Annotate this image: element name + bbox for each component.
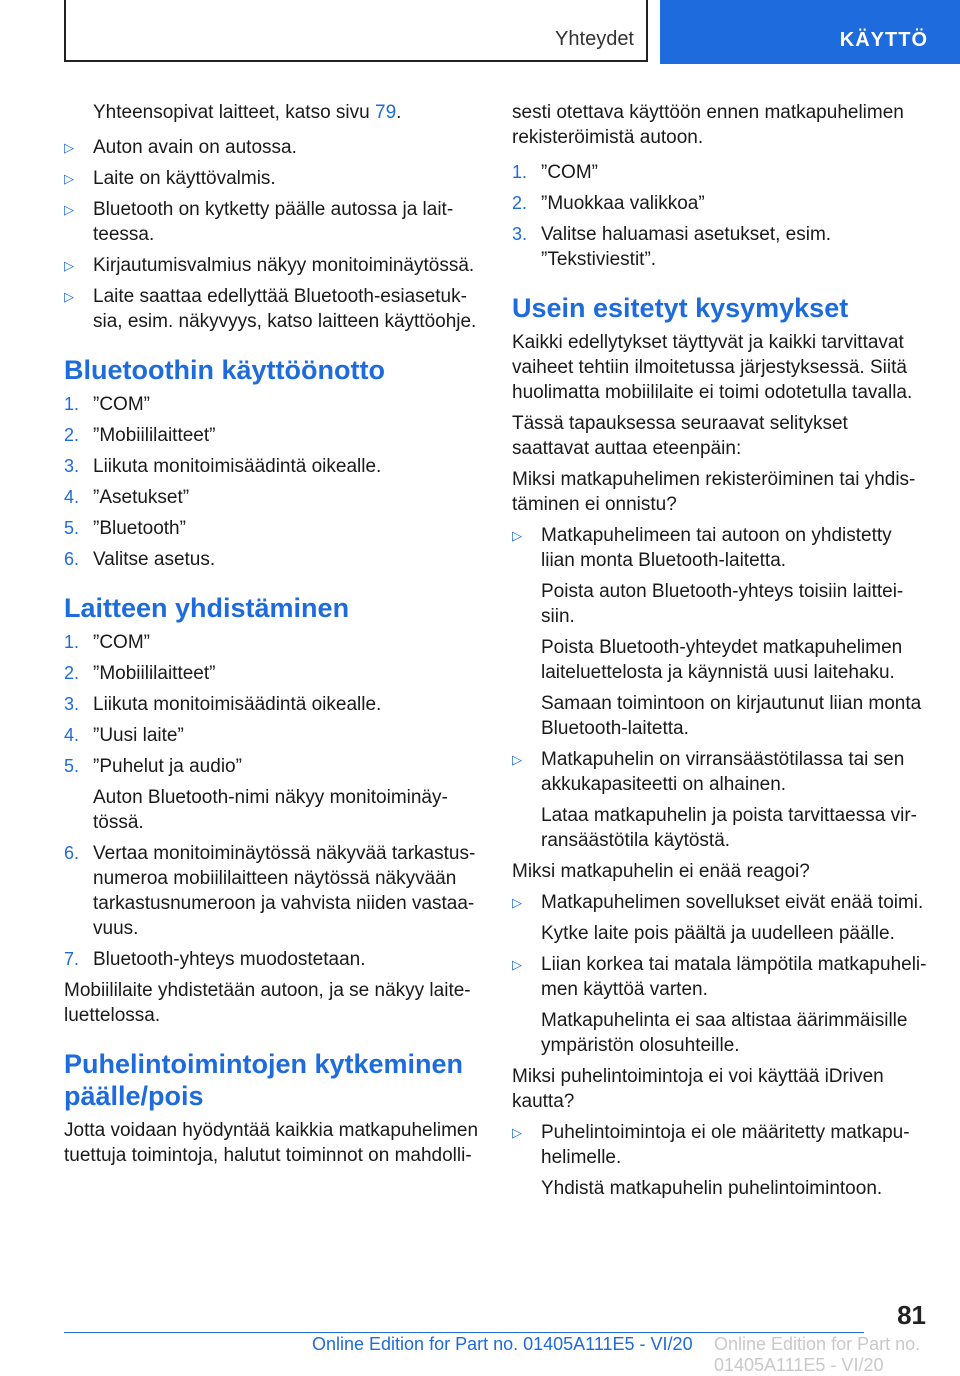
step-number: 2.: [512, 193, 528, 213]
step-number: 2.: [64, 663, 80, 683]
list-item: ▷ Laite on käyttövalmis.: [64, 168, 276, 189]
left-column: [64, 100, 480, 1174]
list-item: ▷ Auton avain on autossa.: [64, 137, 297, 158]
page-link-79[interactable]: 79: [375, 102, 397, 123]
heading-faq: Usein esitetyt kysymykset: [512, 293, 849, 323]
step-item: 6. Vertaa monitoiminäytössä näkyvää tarkastus-numeroa mobiililaitteen näytössä näkyvään tarkastusnumeroon ja vahvista niiden vastaa-vuus.: [64, 843, 476, 939]
bullet-triangle-icon: ▷: [512, 1125, 522, 1140]
list-item: ▷ Kirjautumisvalmius näkyy monitoiminäytössä.: [64, 255, 475, 276]
step-number: 1.: [512, 162, 528, 182]
faq-solution: Kytke laite pois päältä ja uudelleen päälle.: [541, 923, 895, 944]
step-item: 1. ”COM”: [64, 632, 150, 653]
paragraph: Kaikki edellytykset täyttyvät ja kaikki tarvittavat vaiheet tehtiin ilmoitetussa järjestyksessä. Siitä huolimatta mobiililaite ei toimi odotetulla tavalla.: [512, 332, 913, 403]
step-item: 2. ”Mobiililaitteet”: [64, 425, 216, 446]
step-item: 1. ”COM”: [64, 394, 150, 415]
step-number: 6.: [64, 549, 80, 569]
step-number: 3.: [64, 694, 80, 714]
list-item: ▷ Laite saattaa edellyttää Bluetooth-esiasetuk-sia, esim. näkyvyys, katso laitteen käyttöohje.: [64, 286, 477, 332]
step-number: 7.: [64, 949, 80, 969]
step-number: 2.: [64, 425, 80, 445]
step-number: 6.: [64, 843, 80, 863]
bullet-triangle-icon: ▷: [64, 289, 74, 304]
faq-solution: Lataa matkapuhelin ja poista tarvittaessa vir-ransäästötila käytöstä.: [541, 805, 917, 851]
bullet-triangle-icon: ▷: [512, 895, 522, 910]
paragraph: Mobiililaite yhdistetään autoon, ja se näkyy laite-luettelossa.: [64, 980, 471, 1026]
faq-question: Miksi matkapuhelin ei enää reagoi?: [512, 861, 810, 882]
header-section-box: [64, 0, 648, 62]
faq-question: Miksi puhelintoimintoja ei voi käyttää iDriven kautta?: [512, 1066, 884, 1112]
list-item: ▷ Matkapuhelimeen tai autoon on yhdistetty liian monta Bluetooth-laitetta.: [512, 525, 892, 571]
step-item: 1. ”COM”: [512, 162, 598, 183]
step-number: 3.: [64, 456, 80, 476]
page-number: 81: [897, 1300, 926, 1330]
header-section-title: Yhteydet: [555, 28, 634, 50]
faq-solution: Poista Bluetooth-yhteydet matkapuhelimen laiteluettelosta ja käynnistä uusi laitehaku.: [541, 637, 903, 683]
step-number: 1.: [64, 394, 80, 414]
step-item: 3. Liikuta monitoimisäädintä oikealle.: [64, 456, 382, 477]
list-item: ▷ Bluetooth on kytketty päälle autossa ja lait-teessa.: [64, 199, 454, 245]
bullet-triangle-icon: ▷: [512, 752, 522, 767]
step-item: 2. ”Mobiililaitteet”: [64, 663, 216, 684]
faq-question: Miksi matkapuhelimen rekisteröiminen tai yhdis-täminen ei onnistu?: [512, 469, 916, 515]
faq-solution: Poista auton Bluetooth-yhteys toisiin laittei-siin.: [541, 581, 904, 627]
step-item: 4. ”Uusi laite”: [64, 725, 184, 746]
step-item: 2. ”Muokkaa valikkoa”: [512, 193, 705, 214]
list-item: ▷ Puhelintoimintoja ei ole määritetty matkapu-helimelle.: [512, 1122, 910, 1168]
bullet-triangle-icon: ▷: [64, 140, 74, 155]
list-item: ▷ Matkapuhelimen sovellukset eivät enää toimi.: [512, 892, 924, 913]
list-item: ▷ Matkapuhelin on virransäästötilassa tai sen akkukapasiteetti on alhainen.: [512, 749, 905, 795]
heading-connect-device: Laitteen yhdistäminen: [64, 593, 350, 623]
right-column: [512, 100, 928, 1207]
step-number: 5.: [64, 756, 80, 776]
step-item: 3. Valitse haluamasi asetukset, esim. ”Tekstiviestit”.: [512, 224, 832, 270]
step-item: 5. ”Puhelut ja audio”: [64, 756, 242, 777]
step-number: 1.: [64, 632, 80, 652]
header-chapter-title: KÄYTTÖ: [839, 29, 928, 51]
step-note: Auton Bluetooth-nimi näkyy monitoiminäy-tössä.: [93, 787, 448, 833]
step-number: 3.: [512, 224, 528, 244]
bullet-triangle-icon: ▷: [64, 202, 74, 217]
step-number: 4.: [64, 725, 80, 745]
faq-solution: Matkapuhelinta ei saa altistaa äärimmäisille ympäristön olosuhteille.: [541, 1010, 908, 1056]
step-item: 7. Bluetooth-yhteys muodostetaan.: [64, 949, 366, 970]
bullet-triangle-icon: ▷: [64, 258, 74, 273]
heading-bluetooth-setup: Bluetoothin käyttöönotto: [64, 355, 385, 385]
step-item: 4. ”Asetukset”: [64, 487, 190, 508]
step-item: 5. ”Bluetooth”: [64, 518, 186, 539]
footer-edition: Online Edition for Part no. 01405A111E5 - VI/20: [312, 1334, 693, 1354]
step-item: 6. Valitse asetus.: [64, 549, 216, 570]
bullet-triangle-icon: ▷: [64, 171, 74, 186]
step-number: 4.: [64, 487, 80, 507]
footer-watermark: Online Edition for Part no. 01405A111E5 - VI/20: [714, 1334, 921, 1375]
list-item: ▷ Liian korkea tai matala lämpötila matkapuheli-men käyttöä varten.: [512, 954, 927, 1000]
header-chapter-tab: [660, 0, 960, 64]
paragraph: Jotta voidaan hyödyntää kaikkia matkapuhelimen tuettuja toimintoja, halutut toiminnot on mahdolli-: [64, 1120, 479, 1166]
bullet-triangle-icon: ▷: [512, 528, 522, 543]
compat-line: Yhteensopivat laitteet, katso sivu 79.: [93, 102, 402, 123]
heading-phone-functions: Puhelintoimintojen kytkeminen päälle/pois: [64, 1049, 464, 1111]
faq-solution: Yhdistä matkapuhelin puhelintoimintoon.: [541, 1178, 883, 1199]
paragraph: Tässä tapauksessa seuraavat selitykset saattavat auttaa eteenpäin:: [512, 413, 848, 459]
step-item: 3. Liikuta monitoimisäädintä oikealle.: [64, 694, 382, 715]
footer-divider: [64, 1332, 864, 1333]
step-number: 5.: [64, 518, 80, 538]
faq-solution: Samaan toimintoon on kirjautunut liian monta Bluetooth-laitetta.: [541, 693, 922, 739]
bullet-triangle-icon: ▷: [512, 957, 522, 972]
paragraph: sesti otettava käyttöön ennen matkapuhelimen rekisteröimistä autoon.: [512, 102, 904, 148]
